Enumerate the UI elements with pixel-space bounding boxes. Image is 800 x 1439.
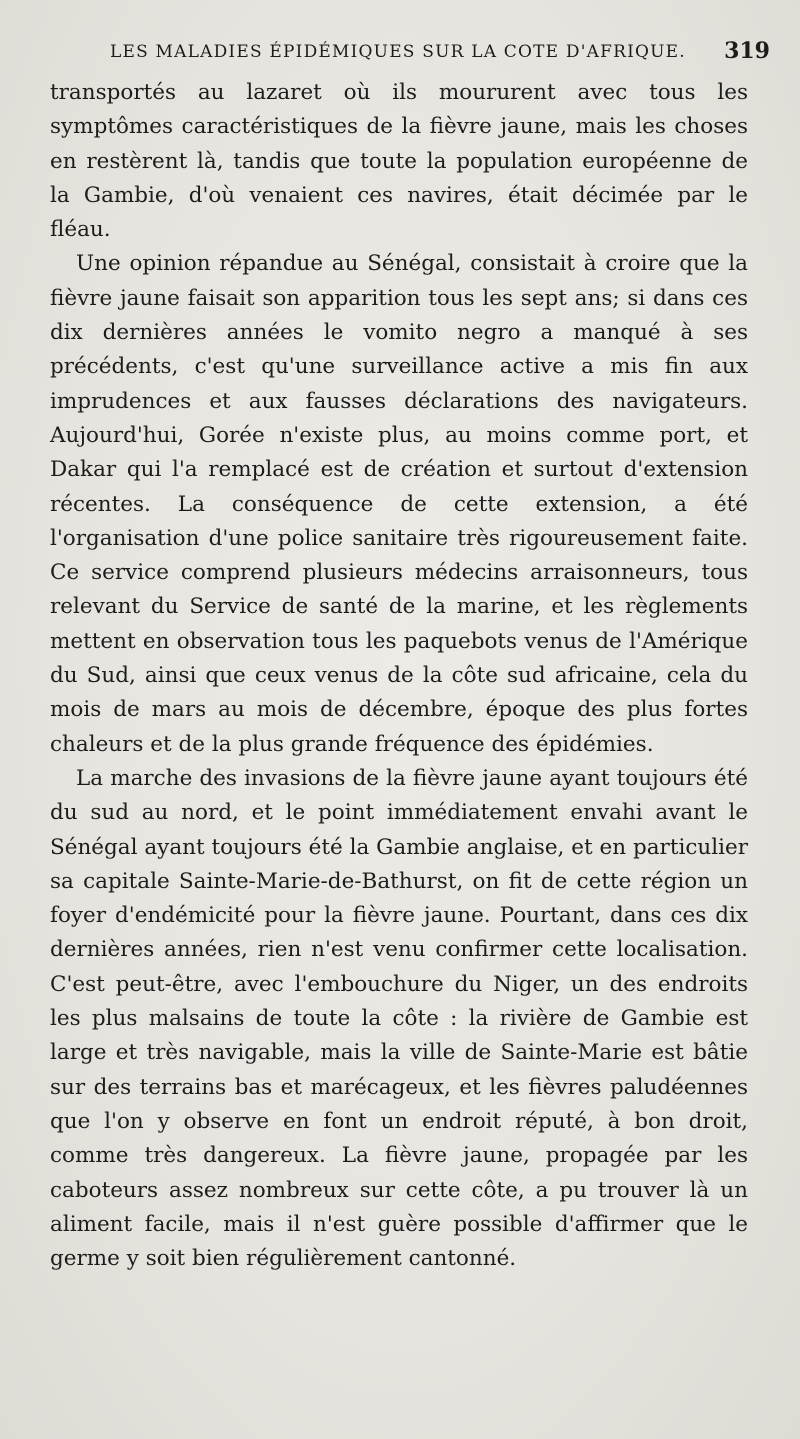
text-body <box>50 76 748 1276</box>
paragraph-gambie: La marche des invasions de la fièvre jaune ayant toujours été du sud au nord, et le point immédiatement envahi avant le Sénégal ayant toujours été la Gambie anglaise, et en particulier sa capitale Sainte-Marie-de-Bathurst, on fit de cette région un foyer d'endémicité pour la fièvre jaune. Pourtant, dans ces dix dernières années, rien n'est venu confirmer cette localisation. C'est peut-être, avec l'embouchure du Niger, un des endroits les plus malsains de toute la côte : la rivière de Gambie est large et très navigable, mais la ville de Sainte-Marie est bâtie sur des terrains bas et marécageux, et les fièvres paludéennes que l'on y observe en font un endroit réputé, à bon droit, comme très dangereux. La fièvre jaune, propagée par les caboteurs assez nombreux sur cette côte, a pu trouver là un aliment facile, mais il n'est guère possible d'affirmer que le germe y soit bien régulièrement cantonné. <box>50 765 748 1272</box>
running-title: LES MALADIES ÉPIDÉMIQUES SUR LA COTE D'AFRIQUE. <box>110 42 686 62</box>
paragraph-continuation: transportés au lazaret où ils moururent avec tous les symptômes caractéristiques de la fièvre jaune, mais les choses en restèrent là, tandis que toute la population européenne de la Gambie, d'où venaient ces navires, était décimée par le fléau. <box>50 80 748 243</box>
paragraph-opinion-senegal: Une opinion répandue au Sénégal, consistait à croire que la fièvre jaune faisait son apparition tous les sept ans; si dans ces dix dernières années le vomito negro a manqué à ses précédents, c'est qu'une surveillance active a mis fin aux imprudences et aux fausses déclarations des navigateurs. Aujourd'hui, Gorée n'existe plus, au moins comme port, et Dakar qui l'a remplacé est de création et surtout d'extension récentes. La conséquence de cette extension, a été l'organisation d'une police sanitaire très rigoureusement faite. Ce service comprend plusieurs médecins arraisonneurs, tous relevant du Service de santé de la marine, et les règlements mettent en observation tous les paquebots venus de l'Amérique du Sud, ainsi que ceux venus de la côte sud africaine, cela du mois de mars au mois de décembre, époque des plus fortes chaleurs et de la plus grande fréquence des épidémies. <box>50 251 748 757</box>
page-number: 319 <box>724 38 770 64</box>
running-head <box>110 38 770 68</box>
